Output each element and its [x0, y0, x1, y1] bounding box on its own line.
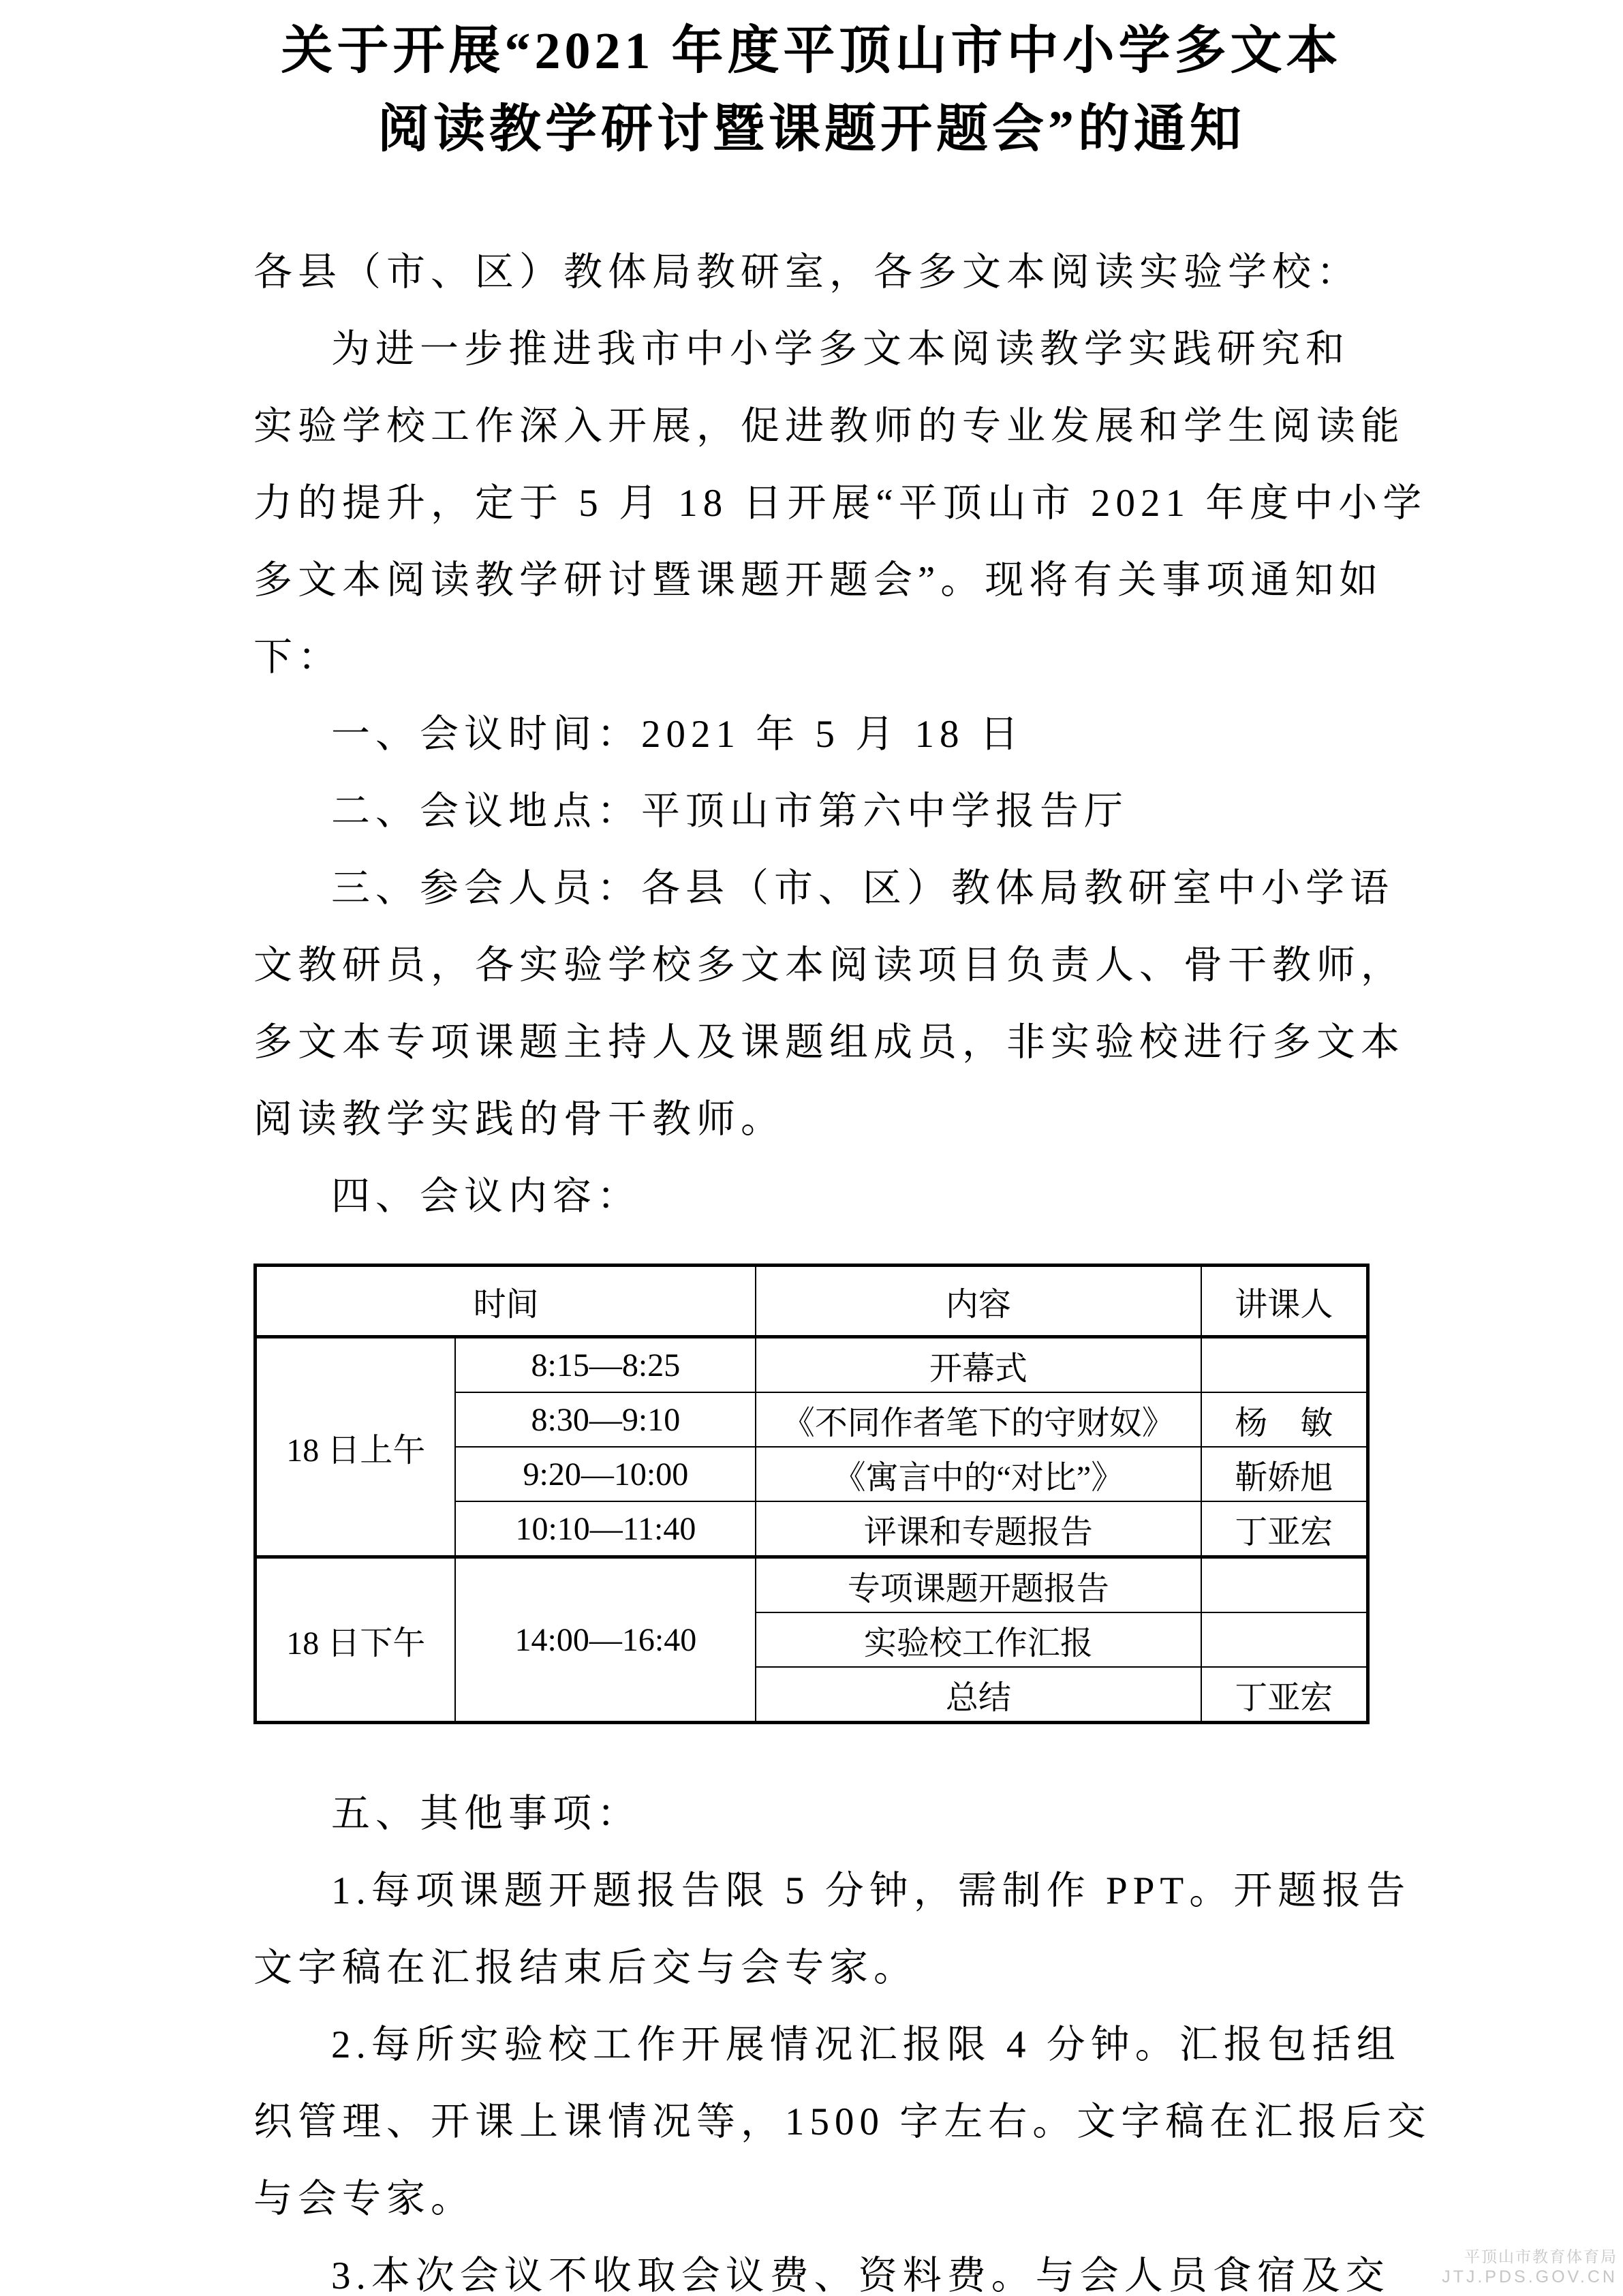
section-meeting-place: 二、会议地点：平顶山市第六中学报告厅	[331, 790, 1128, 833]
salutation-line: 各县（市、区）教体局教研室，各多文本阅读实验学校：	[253, 251, 1361, 294]
time-cell: 14:00—16:40	[455, 1557, 756, 1723]
content-cell: 开幕式	[756, 1337, 1201, 1393]
body-line: 织管理、开课上课情况等，1500 字左右。文字稿在汇报后交	[253, 2100, 1432, 2143]
speaker-cell	[1201, 1612, 1368, 1667]
item-3-line: 3.本次会议不收取会议费、资料费。与会人员食宿及交	[331, 2254, 1390, 2296]
time-cell: 9:20—10:00	[455, 1447, 756, 1501]
speaker-cell	[1201, 1337, 1368, 1393]
day-morning-cell: 18 日上午	[256, 1337, 456, 1557]
item-2-line: 2.每所实验校工作开展情况汇报限 4 分钟。汇报包括组	[331, 2023, 1401, 2066]
body-line: 力的提升，定于 5 月 18 日开展“平顶山市 2021 年度中小学	[253, 482, 1427, 525]
section-other-items: 五、其他事项：	[331, 1792, 641, 1835]
time-cell: 8:30—9:10	[455, 1392, 756, 1447]
body-line: 下：	[253, 636, 342, 679]
body-line: 文字稿在汇报结束后交与会专家。	[253, 1946, 918, 1989]
body-line: 多文本阅读教学研讨暨课题开题会”。现将有关事项通知如	[253, 559, 1384, 602]
watermark-url: JTJ.PDS.GOV.CN	[1442, 2267, 1618, 2286]
content-cell: 《不同作者笔下的守财奴》	[756, 1392, 1201, 1447]
section-participants: 三、参会人员：各县（市、区）教体局教研室中小学语	[331, 867, 1394, 910]
speaker-cell	[1201, 1557, 1368, 1613]
body-line: 多文本专项课题主持人及课题组成员，非实验校进行多文本	[253, 1021, 1405, 1064]
title-line-2: 阅读教学研讨暨课题开题会”的通知	[377, 101, 1246, 158]
day-afternoon-cell: 18 日下午	[256, 1557, 456, 1723]
content-cell: 总结	[756, 1667, 1201, 1723]
speaker-cell: 丁亚宏	[1201, 1667, 1368, 1723]
body-line: 为进一步推进我市中小学多文本阅读教学实践研究和	[331, 328, 1350, 371]
body-line: 文教研员，各实验学校多文本阅读项目负责人、骨干教师，	[253, 944, 1405, 987]
content-cell: 《寓言中的“对比”》	[756, 1447, 1201, 1501]
item-1-line: 1.每项课题开题报告限 5 分钟，需制作 PPT。开题报告	[331, 1869, 1411, 1912]
watermark	[1442, 2246, 1618, 2287]
header-content: 内容	[756, 1266, 1201, 1337]
document-title	[253, 0, 1370, 169]
time-cell: 8:15—8:25	[455, 1337, 756, 1393]
body-text-after-table	[253, 1775, 1432, 2296]
schedule-table	[253, 1264, 1370, 1724]
watermark-org-name: 平顶山市教育体育局	[1464, 2248, 1618, 2265]
content-cell: 评课和专题报告	[756, 1501, 1201, 1557]
content-cell: 专项课题开题报告	[756, 1557, 1201, 1613]
table-header-row	[256, 1266, 1368, 1337]
section-meeting-content: 四、会议内容：	[331, 1175, 641, 1218]
table-row	[256, 1557, 1368, 1613]
header-time: 时间	[256, 1266, 756, 1337]
section-meeting-time: 一、会议时间：2021 年 5 月 18 日	[331, 713, 1024, 756]
speaker-cell: 杨 敏	[1201, 1392, 1368, 1447]
body-text-before-table	[253, 234, 1427, 1235]
title-line-1: 关于开展“2021 年度平顶山市中小学多文本	[281, 22, 1342, 80]
speaker-cell: 丁亚宏	[1201, 1501, 1368, 1557]
header-speaker: 讲课人	[1201, 1266, 1368, 1337]
table-row	[256, 1337, 1368, 1393]
body-line: 实验学校工作深入开展，促进教师的专业发展和学生阅读能	[253, 405, 1405, 448]
body-line: 与会专家。	[253, 2177, 475, 2220]
speaker-cell: 靳娇旭	[1201, 1447, 1368, 1501]
content-cell: 实验校工作汇报	[756, 1612, 1201, 1667]
document-content	[253, 0, 1432, 2296]
time-cell: 10:10—11:40	[455, 1501, 756, 1557]
body-line: 阅读教学实践的骨干教师。	[253, 1098, 785, 1141]
